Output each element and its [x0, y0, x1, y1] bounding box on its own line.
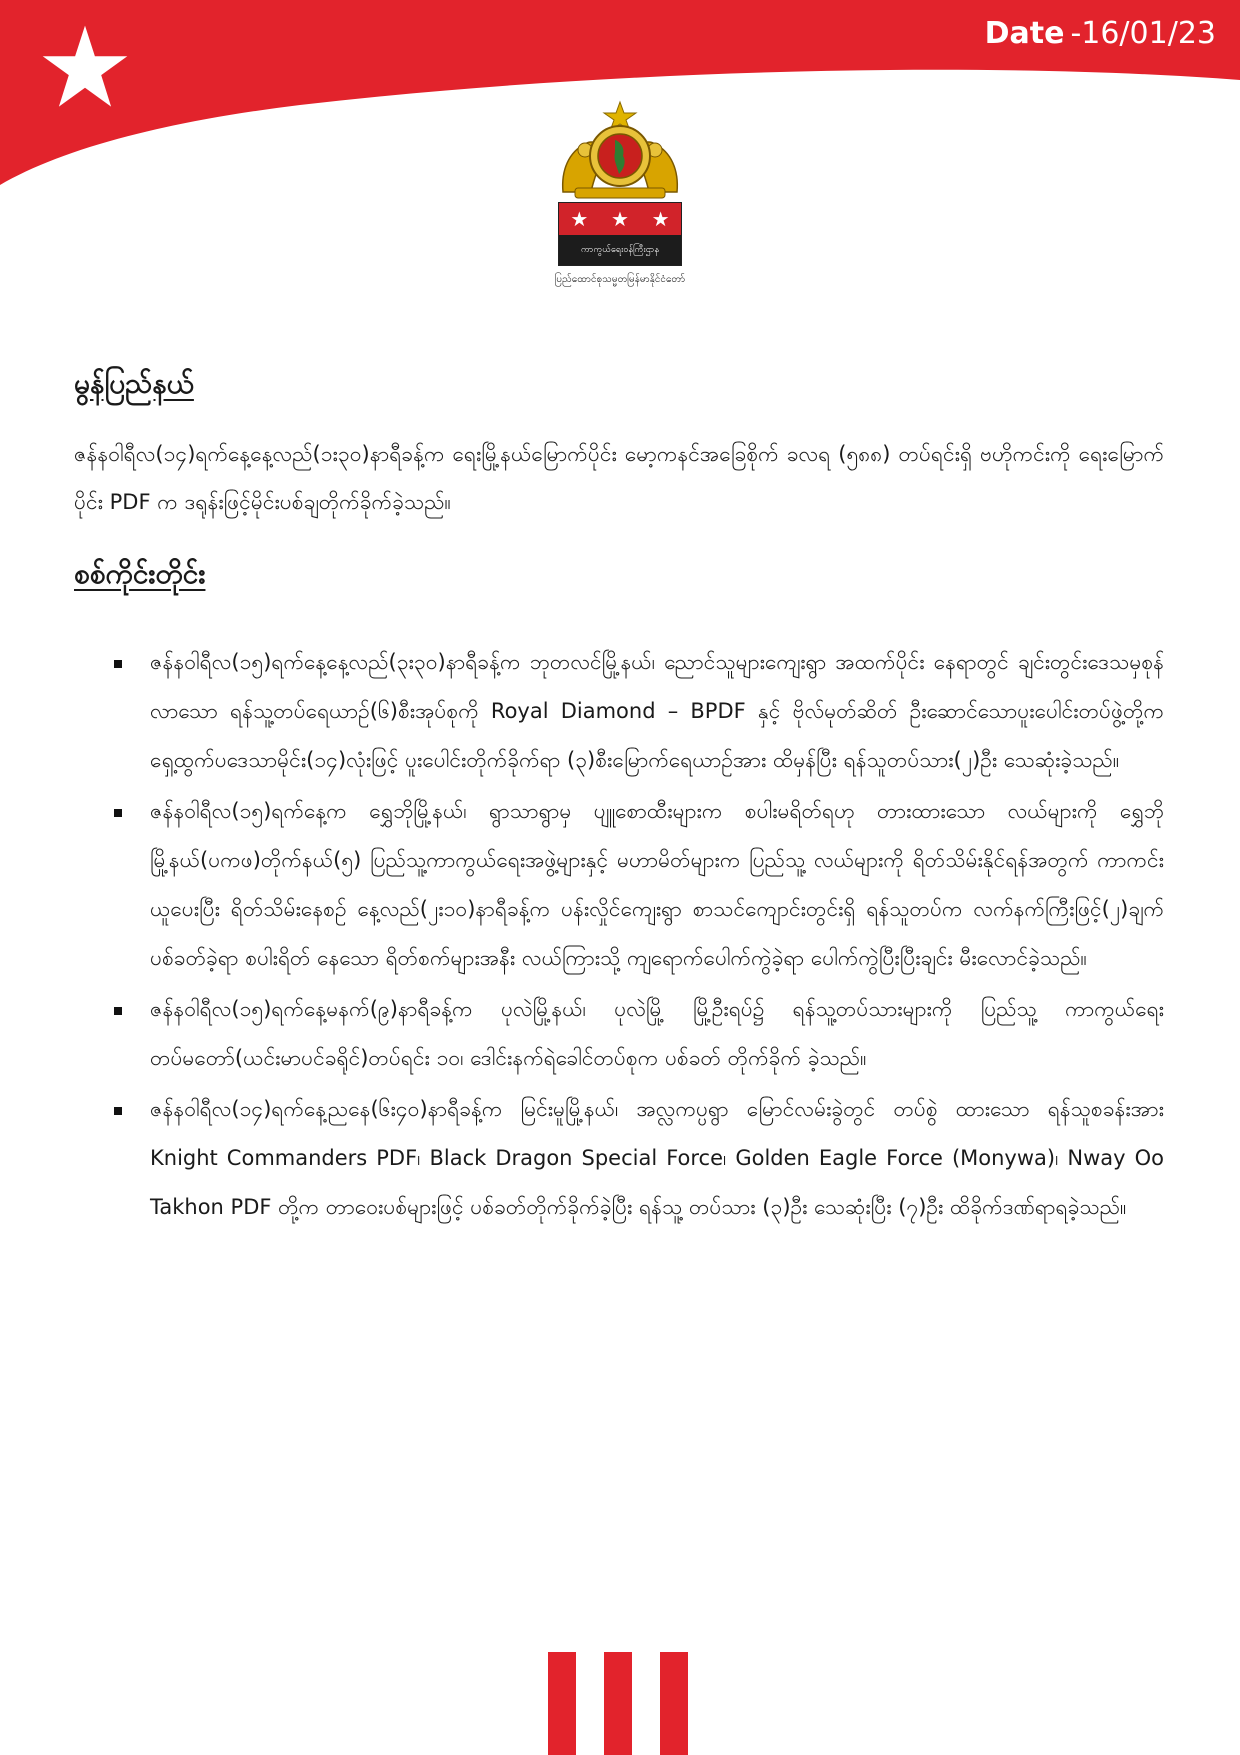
footer-bar [660, 1652, 688, 1755]
ministry-flag [558, 202, 682, 266]
emblem-caption: ပြည်ထောင်စုသမ္မတမြန်မာနိုင်ငံတော် [554, 274, 686, 285]
list-item [74, 787, 1164, 983]
list-item-text: ဇန်နဝါရီလ(၁၄)ရက်နေ့ညနေ(၆း၄၀)နာရီခန့်က မြင်းမူမြို့နယ်၊ အလ္လကပ္ပရွာ မြောင်လမ်းခွဲတွင် တပ်စွဲ ထားသော ရန်သူစခန်းအား Knight Commanders PDF၊ Black Dragon Special Force၊ Golden Eagle Force (Monywa)၊ Nway Oo Takhon PDF တို့က တာဝေးပစ်များဖြင့် ပစ်ခတ်တိုက်ခိုက်ခဲ့ပြီး ရန်သူ့ တပ်သား (၃)ဦး သေဆုံးပြီး (၇)ဦး ထိခိုက်ဒဏ်ရာရခဲ့သည်။ [150, 1097, 1164, 1219]
section-heading-sagaing-region: စစ်ကိုင်းတိုင်း [74, 557, 206, 590]
footer-decoration [548, 1652, 688, 1755]
state-seal-icon [555, 100, 685, 200]
report-body [74, 360, 1164, 1234]
footer-bar [548, 1652, 576, 1755]
star-icon [40, 22, 130, 112]
flag-ministry-text: ကာကွယ်ရေးဝန်ကြီးဌာန [559, 235, 681, 265]
list-item-text: ဇန်နဝါရီလ(၁၅)ရက်နေ့နေ့လည်(၃း၃၀)နာရီခန့်က ဘုတလင်မြို့နယ်၊ ညောင်သူများကျေးရွာ အထက်ပိုင်း နေရာတွင် ချင်းတွင်းဒေသမှစုန်လာသော ရန်သူ့တပ်ရေယာဉ်(၆)စီးအုပ်စုကို Royal Diamond – BPDF နှင့် ဗိုလ်မုတ်ဆိတ် ဦးဆောင်သောပူးပေါင်းတပ်ဖွဲ့တို့က ရှေ့ထွက်ပဒေသာမိုင်း(၁၄)လုံးဖြင့် ပူးပေါင်းတိုက်ခိုက်ရာ (၃)စီးမြောက်ရေယာဉ်အား ထိမှန်ပြီး ရန်သူတပ်သား(၂)ဦး သေဆုံးခဲ့သည်။ [150, 650, 1164, 772]
bullet-icon [114, 1107, 122, 1115]
list-item [74, 985, 1164, 1083]
date-line [985, 10, 1216, 58]
flag-star-icon: ★ [611, 207, 629, 231]
flag-star-icon: ★ [570, 207, 589, 231]
list-item-text: ဇန်နဝါရီလ(၁၅)ရက်နေ့က ရွှေဘိုမြို့နယ်၊ ရွာသာရွာမှ ပျူစောထီးများက စပါးမရိတ်ရဟု တားထားသော လယ်များကို ရွှေဘိုမြို့နယ်(ပကဖ)တိုက်နယ်(၅) ပြည်သူ့ကာကွယ်ရေးအဖွဲ့များနှင့် မဟာမိတ်များက ပြည်သူ့ လယ်များကို ရိတ်သိမ်းနိုင်ရန်အတွက် ကာကင်းယူပေးပြီး ရိတ်သိမ်းနေစဉ် နေ့လည်(၂း၁၀)နာရီခန့်က ပန်းလှိုင်ကျေးရွာ စာသင်ကျောင်းတွင်းရှိ ရန်သူတပ်က လက်နက်ကြီးဖြင့်(၂)ချက်ပစ်ခတ်ခဲ့ရာ စပါးရိတ် နေသော ရိတ်စက်များအနီး လယ်ကြားသို့ ကျရောက်ပေါက်ကွဲခဲ့ရာ ပေါက်ကွဲပြီးပြီးချင်း မီးလောင်ခဲ့သည်။ [150, 799, 1164, 970]
section-heading-mon-state: မွန်ပြည်နယ် [74, 367, 194, 400]
section-paragraph-mon-state: ဇန်နဝါရီလ(၁၄)ရက်နေ့နေ့လည်(၁း၃၀)နာရီခန့်က ရေးမြို့နယ်မြောက်ပိုင်း မော့ကနင်အခြေစိုက် ခလရ (၅၈၈) တပ်ရင်းရှိ ဗဟိုကင်းကို ရေးမြောက်ပိုင်း PDF က ဒရုန်းဖြင့်မိုင်းပစ်ချတိုက်ခိုက်ခဲ့သည်။ [74, 442, 1164, 514]
list-item-text: ဇန်နဝါရီလ(၁၅)ရက်နေ့မနက်(၉)နာရီခန့်က ပုလဲမြို့နယ်၊ ပုလဲမြို့ မြို့ဦးရပ်၌ ရန်သူ့တပ်သားများကို ပြည်သူ့ ကာကွယ်ရေးတပ်မတော်(ယင်းမာပင်ခရိုင်)တပ်ရင်း ၁၀၊ ဒေါင်းနက်ရဲခေါင်တပ်စုက ပစ်ခတ် တိုက်ခိုက် ခဲ့သည်။ [150, 997, 1164, 1070]
list-item [74, 1085, 1164, 1232]
date-value: -16/01/23 [1070, 16, 1216, 51]
footer-bar [604, 1652, 632, 1755]
event-list [74, 638, 1164, 1232]
bullet-icon [114, 1007, 122, 1015]
flag-stars [559, 203, 681, 235]
list-item [74, 638, 1164, 785]
flag-star-icon: ★ [651, 207, 670, 231]
bullet-icon [114, 660, 122, 668]
bullet-icon [114, 809, 122, 817]
ministry-emblem [0, 100, 1240, 287]
date-label: Date [984, 16, 1065, 51]
